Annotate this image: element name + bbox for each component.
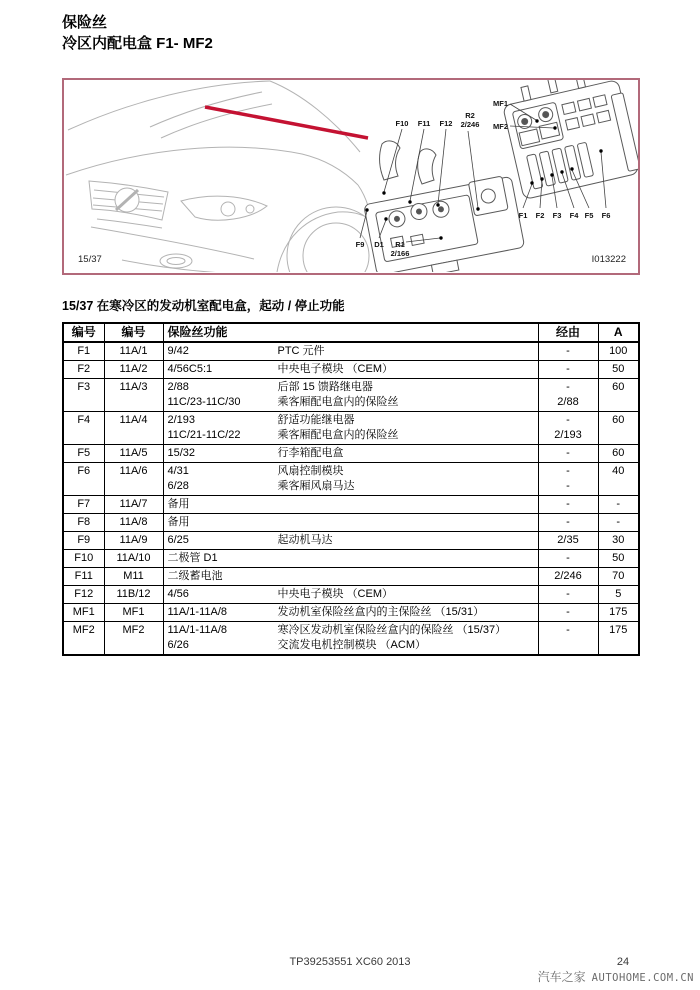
cell-function bbox=[163, 412, 538, 445]
table-row bbox=[63, 412, 639, 445]
table-row bbox=[63, 463, 639, 496]
component-code: 6/28 bbox=[167, 480, 189, 492]
component-description: 乘客厢配电盒内的保险丝 bbox=[277, 396, 399, 408]
footer-document-id: TP39253551 XC60 2013 bbox=[289, 956, 411, 968]
component-code: 11A/1-11A/8 bbox=[167, 624, 228, 636]
component-description: 中央电子模块 （CEM） bbox=[277, 588, 393, 600]
cell-function bbox=[163, 568, 538, 586]
fuse-table bbox=[62, 322, 640, 656]
component-code: 11C/23-11C/30 bbox=[167, 396, 241, 408]
cell-via: - bbox=[538, 496, 598, 514]
cell-amperage: 100 bbox=[598, 342, 639, 361]
cell-fuse-no: F2 bbox=[63, 361, 104, 379]
cell-via: - - bbox=[538, 463, 598, 496]
table-row bbox=[63, 550, 639, 568]
component-description: 风扇控制模块 bbox=[277, 465, 344, 477]
label-f10: F10 bbox=[395, 119, 409, 128]
component-description: 后部 15 馈路继电器 bbox=[277, 381, 373, 393]
cell-position: MF1 bbox=[104, 604, 163, 622]
cell-position: 11A/5 bbox=[104, 445, 163, 463]
cell-amperage: 60 bbox=[598, 412, 639, 445]
cell-position: 11A/8 bbox=[104, 514, 163, 532]
cell-position: 11A/7 bbox=[104, 496, 163, 514]
cell-fuse-no: F7 bbox=[63, 496, 104, 514]
component-code: 9/42 bbox=[167, 345, 189, 357]
col-header-function: 保险丝功能 bbox=[163, 323, 538, 342]
cell-via: - bbox=[538, 550, 598, 568]
label-d1: D1 bbox=[374, 240, 384, 249]
component-code: 6/26 bbox=[167, 639, 189, 651]
label-f1: F1 bbox=[518, 211, 528, 220]
table-row bbox=[63, 496, 639, 514]
cell-via: - bbox=[538, 445, 598, 463]
component-code: 备用 bbox=[167, 498, 190, 510]
cell-amperage: 70 bbox=[598, 568, 639, 586]
col-header-amperage: A bbox=[598, 323, 639, 342]
cell-amperage: 60 bbox=[598, 445, 639, 463]
cell-function bbox=[163, 342, 538, 361]
col-header-via: 经由 bbox=[538, 323, 598, 342]
label-mf2: MF2 bbox=[493, 122, 508, 131]
cell-position: 11A/9 bbox=[104, 532, 163, 550]
component-code: 4/31 bbox=[167, 465, 189, 477]
cell-function bbox=[163, 445, 538, 463]
cell-amperage: 50 bbox=[598, 550, 639, 568]
col-header-position: 编号 bbox=[104, 323, 163, 342]
cell-position: 11A/2 bbox=[104, 361, 163, 379]
label-f4: F4 bbox=[569, 211, 579, 220]
cell-via: - bbox=[538, 622, 598, 656]
cell-fuse-no: F5 bbox=[63, 445, 104, 463]
figure-frame bbox=[62, 78, 640, 275]
cell-amperage: 5 bbox=[598, 586, 639, 604]
label-r2: R2 bbox=[465, 111, 475, 120]
component-description: 中央电子模块 （CEM） bbox=[277, 363, 393, 375]
title-line-2: 冷区内配电盒 F1- MF2 bbox=[62, 35, 213, 52]
label-f11: F11 bbox=[417, 119, 431, 128]
label-f2: F2 bbox=[535, 211, 545, 220]
component-description: 交流发电机控制模块 （ACM） bbox=[277, 639, 426, 651]
table-row bbox=[63, 568, 639, 586]
cell-position: M11 bbox=[104, 568, 163, 586]
fusebox-location-diagram bbox=[64, 80, 638, 272]
car-outline-drawing bbox=[66, 81, 394, 272]
watermark bbox=[538, 968, 694, 985]
cell-via: - bbox=[538, 361, 598, 379]
cell-function bbox=[163, 604, 538, 622]
cell-via: - bbox=[538, 586, 598, 604]
figure-image-id: I013222 bbox=[591, 254, 626, 265]
component-code: 4/56C5:1 bbox=[167, 363, 213, 375]
component-code: 11C/21-11C/22 bbox=[167, 429, 241, 441]
component-code: 2/193 bbox=[167, 414, 196, 426]
cell-fuse-no: MF1 bbox=[63, 604, 104, 622]
component-code: 6/25 bbox=[167, 534, 189, 546]
cell-via: 2/35 bbox=[538, 532, 598, 550]
cell-function bbox=[163, 586, 538, 604]
table-caption: 15/37 在寒冷区的发动机室配电盒，起动 / 停止功能 bbox=[62, 299, 345, 313]
table-row bbox=[63, 361, 639, 379]
cell-fuse-no: F12 bbox=[63, 586, 104, 604]
label-f12: F12 bbox=[439, 119, 453, 128]
table-row bbox=[63, 604, 639, 622]
cell-fuse-no: F4 bbox=[63, 412, 104, 445]
fusebox-main-drawing bbox=[499, 80, 638, 200]
cell-function bbox=[163, 532, 538, 550]
cell-function bbox=[163, 514, 538, 532]
cell-position: MF2 bbox=[104, 622, 163, 656]
cell-position: 11A/4 bbox=[104, 412, 163, 445]
cell-function bbox=[163, 361, 538, 379]
cell-amperage: 175 bbox=[598, 622, 639, 656]
component-code: 2/88 bbox=[167, 381, 189, 393]
cell-fuse-no: F8 bbox=[63, 514, 104, 532]
watermark-en: AUTOHOME.COM.CN bbox=[591, 972, 694, 984]
watermark-cn: 汽车之家 bbox=[537, 970, 586, 984]
table-row bbox=[63, 514, 639, 532]
component-description: 行李箱配电盒 bbox=[277, 447, 344, 459]
cell-fuse-no: F11 bbox=[63, 568, 104, 586]
component-description: 乘客厢风扇马达 bbox=[277, 480, 355, 492]
cell-fuse-no: F6 bbox=[63, 463, 104, 496]
cell-via: - 2/88 bbox=[538, 379, 598, 412]
component-code: 11A/1-11A/8 bbox=[167, 606, 228, 618]
pointer-line bbox=[205, 107, 368, 138]
component-code: 二极管 D1 bbox=[167, 552, 218, 564]
cell-function bbox=[163, 550, 538, 568]
component-description: 发动机室保险丝盒内的主保险丝 （15/31） bbox=[277, 606, 485, 618]
table-row bbox=[63, 532, 639, 550]
bracket-assembly-drawing bbox=[363, 141, 526, 272]
table-row bbox=[63, 342, 639, 361]
table-row bbox=[63, 445, 639, 463]
cell-amperage: 60 bbox=[598, 379, 639, 412]
cell-position: 11A/3 bbox=[104, 379, 163, 412]
component-description: 寒冷区发动机室保险丝盒内的保险丝 （15/37） bbox=[277, 624, 507, 636]
cell-function bbox=[163, 463, 538, 496]
cell-fuse-no: F10 bbox=[63, 550, 104, 568]
cell-via: - bbox=[538, 514, 598, 532]
page-title bbox=[62, 12, 213, 54]
label-f3: F3 bbox=[552, 211, 562, 220]
cell-amperage: 50 bbox=[598, 361, 639, 379]
component-code: 15/32 bbox=[167, 447, 196, 459]
title-line-1: 保险丝 bbox=[62, 14, 108, 31]
component-code: 二级蓄电池 bbox=[167, 570, 223, 582]
label-mf1: MF1 bbox=[493, 99, 508, 108]
cell-function bbox=[163, 379, 538, 412]
cell-amperage: 175 bbox=[598, 604, 639, 622]
cell-amperage: - bbox=[598, 514, 639, 532]
cell-position: 11A/10 bbox=[104, 550, 163, 568]
component-description: 乘客厢配电盒内的保险丝 bbox=[277, 429, 399, 441]
cell-via: - bbox=[538, 604, 598, 622]
cell-via: - bbox=[538, 342, 598, 361]
label-f5: F5 bbox=[584, 211, 594, 220]
label-r1: R1 bbox=[395, 240, 405, 249]
component-code: 备用 bbox=[167, 516, 190, 528]
label-f6: F6 bbox=[601, 211, 611, 220]
component-description: PTC 元件 bbox=[277, 345, 325, 357]
component-description: 起动机马达 bbox=[277, 534, 333, 546]
cell-position: 11A/6 bbox=[104, 463, 163, 496]
label-f9: F9 bbox=[355, 240, 365, 249]
col-header-fuse-no: 编号 bbox=[63, 323, 104, 342]
figure-ref: 15/37 bbox=[78, 254, 102, 265]
label-r2-code: 2/246 bbox=[460, 120, 480, 129]
cell-position: 11B/12 bbox=[104, 586, 163, 604]
table-row bbox=[63, 379, 639, 412]
cell-amperage: - bbox=[598, 496, 639, 514]
component-code: 4/56 bbox=[167, 588, 189, 600]
cell-fuse-no: F1 bbox=[63, 342, 104, 361]
cell-amperage: 30 bbox=[598, 532, 639, 550]
footer-page-number: 24 bbox=[616, 956, 630, 968]
cell-function bbox=[163, 496, 538, 514]
cell-position: 11A/1 bbox=[104, 342, 163, 361]
cell-fuse-no: MF2 bbox=[63, 622, 104, 656]
cell-fuse-no: F9 bbox=[63, 532, 104, 550]
table-row bbox=[63, 586, 639, 604]
cell-via: - 2/193 bbox=[538, 412, 598, 445]
cell-fuse-no: F3 bbox=[63, 379, 104, 412]
cell-function bbox=[163, 622, 538, 656]
cell-via: 2/246 bbox=[538, 568, 598, 586]
table-header-row bbox=[63, 323, 639, 342]
cell-amperage: 40 bbox=[598, 463, 639, 496]
label-r1-code: 2/166 bbox=[390, 249, 410, 258]
component-description: 舒适功能继电器 bbox=[277, 414, 355, 426]
table-row bbox=[63, 622, 639, 656]
